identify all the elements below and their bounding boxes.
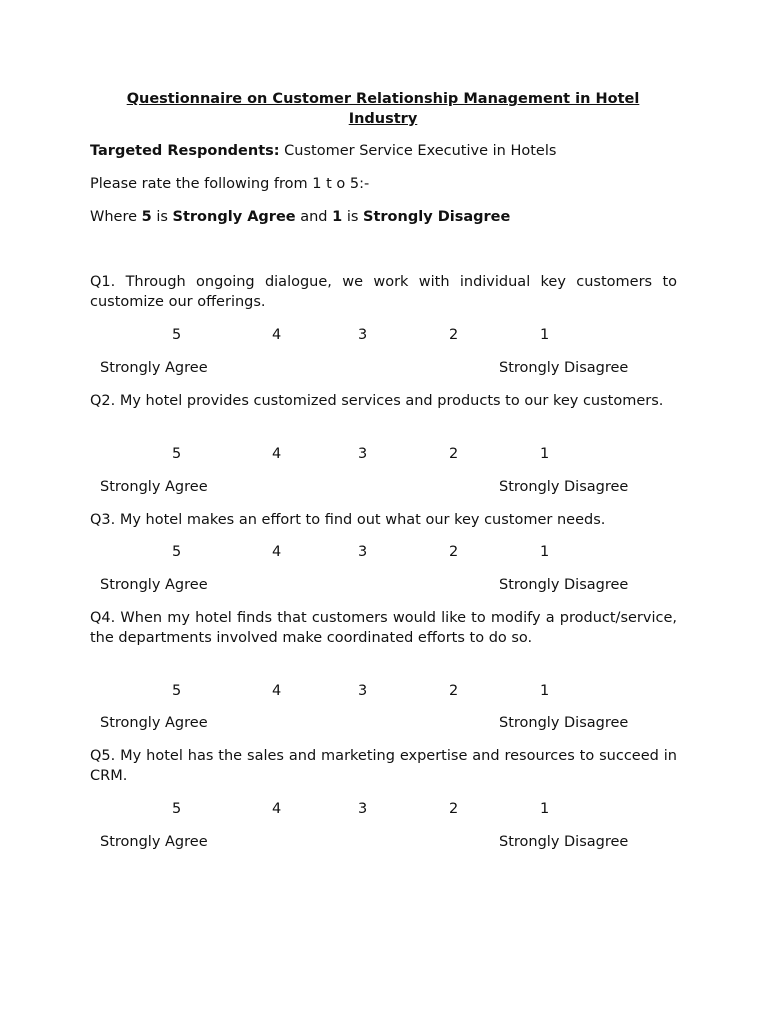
scale-right-anchor: Strongly Disagree: [499, 479, 629, 495]
scale-note-where: Where: [90, 209, 138, 225]
rating-option-1[interactable]: 1: [540, 801, 550, 817]
scale-right-anchor: Strongly Disagree: [499, 360, 629, 376]
rating-option-3[interactable]: 3: [358, 544, 368, 560]
respondents-label: Targeted Respondents:: [90, 143, 280, 159]
rating-option-4[interactable]: 4: [272, 544, 282, 560]
rating-option-1[interactable]: 1: [540, 683, 550, 699]
scale-left-anchor: Strongly Agree: [100, 479, 208, 495]
scale-right-anchor: Strongly Disagree: [499, 715, 629, 731]
question-1: Q1. Through ongoing dialogue, we work with individual key customers to customize our offerings.: [90, 274, 677, 310]
scale-note-low-label: Strongly Disagree: [363, 209, 511, 225]
rating-option-1[interactable]: 1: [540, 327, 550, 343]
rating-option-3[interactable]: 3: [358, 327, 368, 343]
rating-option-3[interactable]: 3: [358, 683, 368, 699]
scale-right-anchor: Strongly Disagree: [499, 834, 629, 850]
respondents-line: [90, 141, 556, 161]
instruction-text: Please rate the following from 1 t o 5:-: [90, 176, 370, 192]
scale-note-and: and: [300, 209, 328, 225]
rating-option-2[interactable]: 2: [449, 801, 459, 817]
rating-option-5[interactable]: 5: [172, 801, 182, 817]
scale-left-anchor: Strongly Agree: [100, 715, 208, 731]
scale-note-is: is: [346, 209, 359, 225]
rating-option-4[interactable]: 4: [272, 683, 282, 699]
rating-option-2[interactable]: 2: [449, 544, 459, 560]
rating-option-2[interactable]: 2: [449, 327, 459, 343]
scale-note: [90, 207, 510, 227]
rating-option-4[interactable]: 4: [272, 327, 282, 343]
scale-left-anchor: Strongly Agree: [100, 360, 208, 376]
rating-option-5[interactable]: 5: [172, 683, 182, 699]
scale-left-anchor: Strongly Agree: [100, 577, 208, 593]
rating-option-4[interactable]: 4: [272, 801, 282, 817]
rating-option-4[interactable]: 4: [272, 446, 282, 462]
scale-left-anchor: Strongly Agree: [100, 834, 208, 850]
scale-note-is: is: [156, 209, 168, 225]
scale-note-high-label: Strongly Agree: [172, 209, 296, 225]
rating-option-5[interactable]: 5: [172, 446, 182, 462]
respondents-value: Customer Service Executive in Hotels: [284, 143, 557, 159]
rating-option-1[interactable]: 1: [540, 544, 550, 560]
question-3: Q3. My hotel makes an effort to find out what our key customer needs.: [90, 512, 606, 528]
rating-option-5[interactable]: 5: [172, 544, 182, 560]
scale-note-high-value: 5: [141, 209, 152, 225]
question-4: Q4. When my hotel finds that customers would like to modify a product/service, the departments involved make coordinated efforts to do so.: [90, 610, 677, 646]
rating-option-2[interactable]: 2: [449, 446, 459, 462]
rating-option-3[interactable]: 3: [358, 801, 368, 817]
rating-option-5[interactable]: 5: [172, 327, 182, 343]
scale-note-low-value: 1: [332, 209, 343, 225]
rating-option-2[interactable]: 2: [449, 683, 459, 699]
rating-option-3[interactable]: 3: [358, 446, 368, 462]
rating-option-1[interactable]: 1: [540, 446, 550, 462]
scale-right-anchor: Strongly Disagree: [499, 577, 629, 593]
question-2: Q2. My hotel provides customized services and products to our key customers.: [90, 393, 664, 409]
document-title: Questionnaire on Customer Relationship Management in Hotel Industry: [126, 91, 640, 127]
question-5: Q5. My hotel has the sales and marketing expertise and resources to succeed in CRM.: [90, 748, 677, 784]
